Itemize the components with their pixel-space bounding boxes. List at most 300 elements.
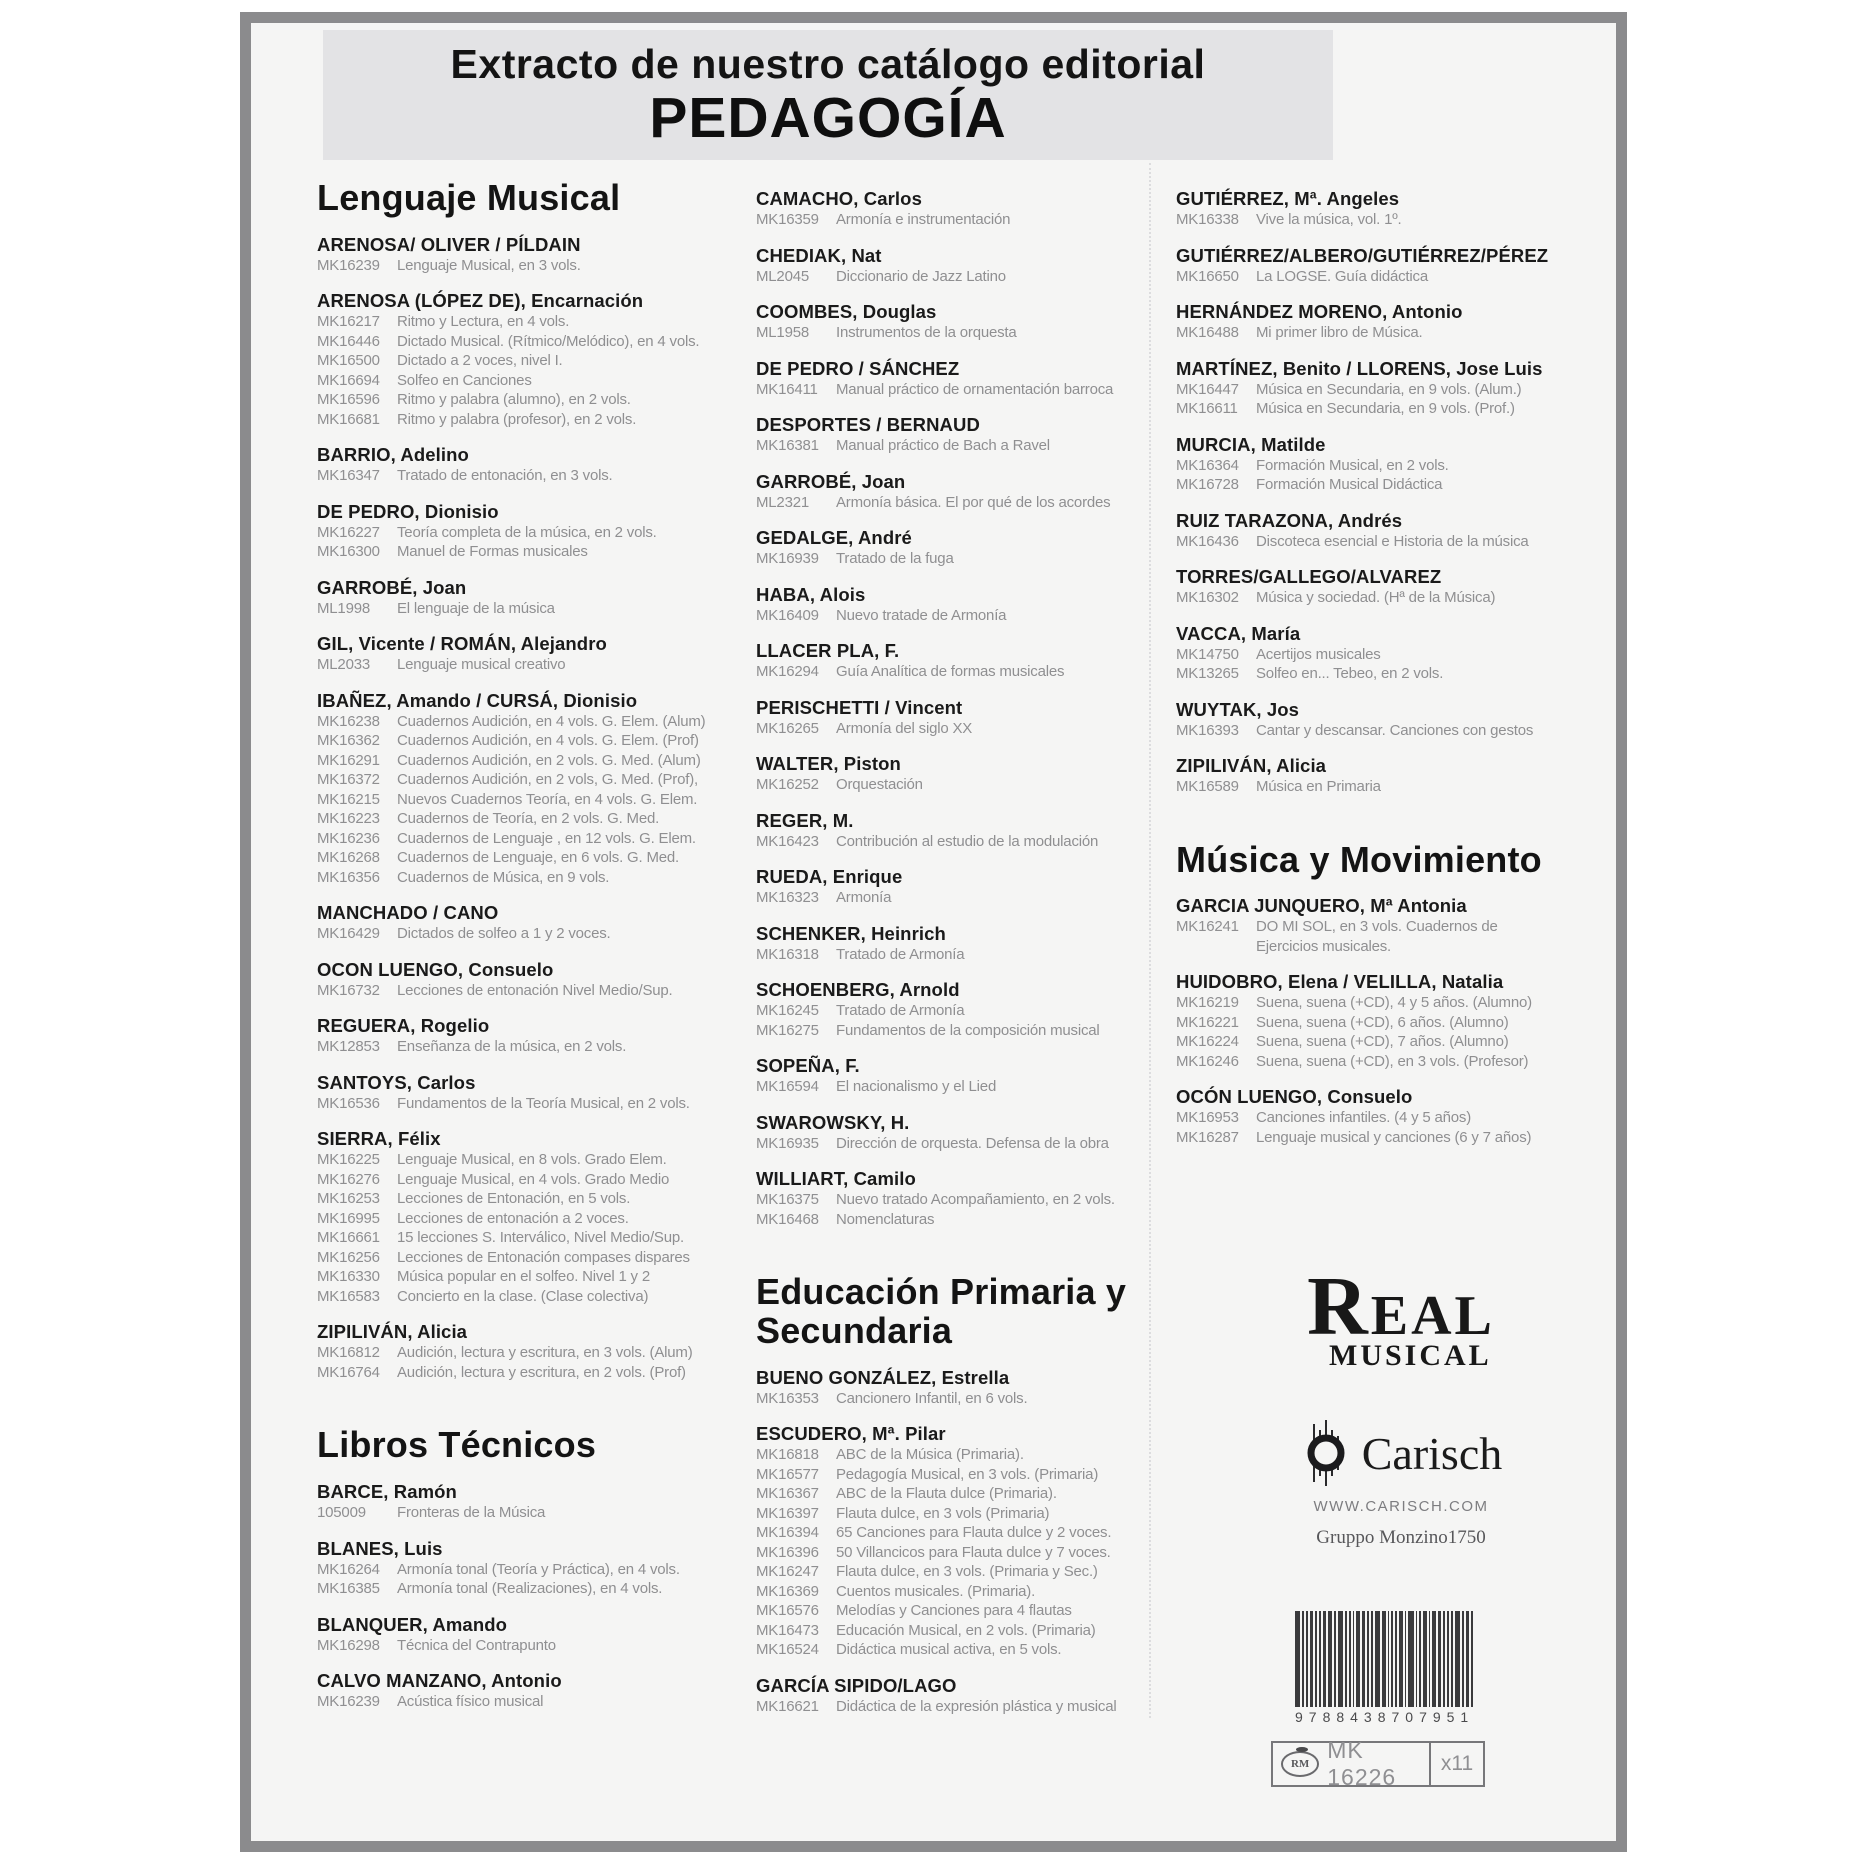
entry-code: MK12853	[317, 1038, 380, 1056]
entry-title: Ritmo y Lectura, en 4 vols.	[397, 313, 570, 331]
entry-code: MK16728	[1176, 476, 1239, 493]
entry-title: Tratado de entonación, en 3 vols.	[397, 467, 613, 485]
catalog-entry	[317, 809, 732, 829]
section-title: Lenguaje Musical	[317, 177, 621, 218]
catalog-entry	[317, 1248, 732, 1268]
author-heading: MARTÍNEZ, Benito / LLORENS, Jose Luis	[1176, 357, 1543, 379]
author-heading: DE PEDRO / SÁNCHEZ	[756, 357, 960, 379]
entry-code: ML1998	[317, 599, 371, 617]
entry-code: MK16583	[317, 1287, 380, 1305]
real-musical-wordmark-bottom: MUSICAL	[1329, 1339, 1492, 1372]
catalog-entry	[756, 1445, 1176, 1465]
entry-code: MK16362	[317, 732, 380, 750]
catalog-entry	[317, 312, 732, 332]
catalog-entry	[756, 775, 1176, 795]
entry-title: Cuadernos Audición, en 4 vols. G. Elem. (Prof)	[397, 732, 699, 750]
author-heading: BUENO GONZÁLEZ, Estrella	[756, 1366, 1010, 1388]
entry-title: Audición, lectura y escritura, en 2 vols. (Prof)	[397, 1363, 686, 1381]
entry-code: MK16500	[317, 352, 380, 370]
author-heading: TORRES/GALLEGO/ALVAREZ	[1176, 566, 1442, 587]
catalog-entry	[756, 945, 1176, 965]
section-title: Educación Primaria y Secundaria	[756, 1271, 1127, 1351]
entry-code: MK16241	[1176, 918, 1239, 936]
entry-title: Cuadernos de Teoría, en 2 vols. G. Med.	[397, 810, 660, 828]
entry-title: La LOGSE. Guía didáctica	[1256, 267, 1428, 285]
carisch-icon	[1300, 1418, 1352, 1488]
author-heading: GARCIA JUNQUERO, Mª Antonia	[1176, 895, 1467, 917]
author-heading: RUEDA, Enrique	[756, 866, 903, 887]
catalog-entry	[317, 868, 732, 888]
entry-title: Contribución al estudio de la modulación	[836, 832, 1099, 850]
catalog-entry	[756, 1562, 1176, 1582]
catalog-entry	[756, 323, 1176, 343]
catalog-entry	[317, 829, 732, 849]
entry-code: MK16411	[756, 380, 818, 398]
entry-title: Manual práctico de Bach a Ravel	[836, 437, 1050, 454]
author-heading: OCÓN LUENGO, Consuelo	[1176, 1086, 1413, 1108]
entry-code: MK16294	[756, 663, 819, 680]
author-heading: GARCÍA SIPIDO/LAGO	[756, 1674, 957, 1696]
entry-code: MK16995	[317, 1209, 380, 1227]
header-subtitle: Extracto de nuestro catálogo editorial	[450, 40, 1206, 87]
catalog-entry	[317, 256, 732, 276]
author-heading: CHEDIAK, Nat	[756, 244, 882, 266]
entry-title: Suena, suena (+CD), 7 años. (Alumno)	[1256, 1033, 1509, 1051]
catalog-entry	[317, 1343, 732, 1363]
catalog-entry	[317, 848, 732, 868]
entry-code: MK16276	[317, 1170, 380, 1188]
entry-title: Flauta dulce, en 3 vols (Primaria)	[836, 1504, 1050, 1522]
entry-title: Fronteras de la Música	[397, 1504, 546, 1522]
catalog-entry	[756, 1640, 1176, 1660]
author-heading: HUIDOBRO, Elena / VELILLA, Natalia	[1176, 971, 1504, 993]
entry-title: Música en Secundaria, en 9 vols. (Prof.)	[1256, 400, 1515, 417]
catalog-entry	[1176, 721, 1616, 741]
entry-code: MK16650	[1176, 267, 1239, 285]
entry-code: MK16536	[317, 1094, 380, 1112]
entry-code: MK16577	[756, 1465, 819, 1483]
header-box	[323, 30, 1333, 160]
entry-title: Cuadernos de Música, en 9 vols.	[397, 868, 610, 886]
catalog-entry	[756, 1077, 1176, 1097]
author-heading: SCHENKER, Heinrich	[756, 922, 946, 944]
catalog-entry	[317, 712, 732, 732]
real-musical-wordmark-top: REAL	[1307, 1260, 1495, 1353]
catalog-entry	[756, 1504, 1176, 1524]
author-heading: CALVO MANZANO, Antonio	[317, 1670, 562, 1692]
catalog-column-middle	[756, 173, 1176, 1716]
catalog-entry	[1176, 588, 1616, 608]
reference-code: MK 16226	[1327, 1737, 1397, 1790]
entry-code: MK16732	[317, 981, 380, 999]
author-heading: GIL, Vicente / ROMÁN, Alejandro	[317, 633, 607, 655]
catalog-entry	[317, 523, 732, 543]
entry-title: Enseñanza de la música, en 2 vols.	[397, 1038, 627, 1056]
author-heading: WALTER, Piston	[756, 753, 901, 774]
author-heading: ESCUDERO, Mª. Pilar	[756, 1423, 946, 1445]
entry-title: Música en Primaria	[1256, 778, 1381, 795]
entry-title: Cuadernos Audición, en 2 vols. G. Med. (Alum)	[397, 751, 701, 769]
reference-box	[1271, 1737, 1485, 1790]
catalog-entry	[1176, 267, 1616, 287]
entry-code: MK13265	[1176, 665, 1239, 682]
entry-title: Dirección de orquesta. Defensa de la obra	[836, 1134, 1109, 1152]
catalog-entry	[317, 751, 732, 771]
entry-title: Tratado de la fuga	[836, 550, 954, 567]
entry-code: MK16409	[756, 606, 819, 624]
entry-code: MK16524	[756, 1641, 819, 1659]
entry-code: MK16239	[317, 1693, 380, 1711]
entry-code: MK16446	[317, 332, 380, 350]
entry-title: Nuevos Cuadernos Teoría, en 4 vols. G. Elem.	[397, 790, 698, 808]
entry-code: MK16939	[756, 550, 819, 567]
entry-code: MK16265	[756, 719, 819, 737]
catalog-entry	[1176, 1032, 1616, 1052]
author-heading: GUTIÉRREZ/ALBERO/GUTIÉRREZ/PÉREZ	[1176, 244, 1549, 266]
entry-code: MK16576	[756, 1602, 819, 1620]
catalog-entry	[756, 1134, 1176, 1154]
entry-title: Guía Analítica de formas musicales	[836, 663, 1065, 680]
entry-code: MK16227	[317, 523, 380, 541]
catalog-entry	[756, 1523, 1176, 1543]
entry-title: Fundamentos de la Teoría Musical, en 2 vols.	[397, 1094, 690, 1112]
entry-title: Didáctica musical activa, en 5 vols.	[836, 1641, 1062, 1659]
reference-quantity: x11	[1440, 1752, 1474, 1775]
catalog-entry	[756, 719, 1176, 739]
entry-code: MK16393	[1176, 721, 1239, 739]
entry-title: Suena, suena (+CD), 4 y 5 años. (Alumno)	[1256, 994, 1532, 1012]
catalog-entry	[1176, 777, 1616, 797]
catalog-entry	[756, 267, 1176, 287]
catalog-entry	[317, 1503, 732, 1523]
author-heading: REGER, M.	[756, 809, 854, 831]
entry-code: MK16245	[756, 1002, 819, 1019]
author-heading: DE PEDRO, Dionisio	[317, 500, 499, 522]
entry-title: Didáctica de la expresión plástica y musical	[836, 1697, 1117, 1715]
catalog-entry	[1176, 1128, 1616, 1148]
entry-title: Lenguaje Musical, en 4 vols. Grado Medio	[397, 1170, 670, 1188]
entry-code: MK16473	[756, 1621, 819, 1639]
entry-code: MK16221	[1176, 1013, 1239, 1031]
entry-title: 65 Canciones para Flauta dulce y 2 voces.	[836, 1524, 1112, 1542]
entry-code: MK16385	[317, 1580, 380, 1598]
entry-code: MK14750	[1176, 645, 1239, 663]
catalog-page	[240, 12, 1627, 1852]
catalog-entry	[317, 390, 732, 410]
entry-title: Acertijos musicales	[1256, 645, 1381, 663]
entry-title: Formación Musical Didáctica	[1256, 476, 1443, 493]
entry-title: Técnica del Contrapunto	[397, 1636, 556, 1654]
entry-title: Vive la música, vol. 1º.	[1256, 211, 1402, 228]
catalog-entry	[317, 1579, 732, 1599]
entry-title: Ejercicios musicales.	[1256, 937, 1392, 955]
entry-code: MK16423	[756, 832, 819, 850]
entry-title: ABC de la Flauta dulce (Primaria).	[836, 1485, 1057, 1503]
author-heading: BLANES, Luis	[317, 1537, 443, 1559]
rm-logo-icon: RM	[1281, 1751, 1319, 1777]
catalog-entry	[317, 410, 732, 430]
entry-title: Armonía tonal (Teoría y Práctica), en 4 vols.	[397, 1560, 680, 1578]
entry-title: Pedagogía Musical, en 3 vols. (Primaria)	[836, 1465, 1099, 1483]
catalog-entry	[756, 1465, 1176, 1485]
entry-title: Diccionario de Jazz Latino	[836, 267, 1006, 285]
author-heading: REGUERA, Rogelio	[317, 1015, 490, 1037]
catalog-entry	[1176, 456, 1616, 476]
catalog-entry	[1176, 664, 1616, 684]
entry-code: MK16447	[1176, 380, 1239, 398]
catalog-entry	[317, 466, 732, 486]
catalog-entry	[317, 1287, 732, 1307]
entry-title: Melodías y Canciones para 4 flautas	[836, 1602, 1072, 1620]
catalog-entry	[1176, 399, 1616, 419]
barcode-number: 9788438707951	[1295, 1709, 1475, 1725]
catalog-entry	[317, 1209, 732, 1229]
author-heading: PERISCHETTI / Vincent	[756, 696, 963, 718]
entry-title: Fundamentos de la composición musical	[836, 1021, 1100, 1039]
catalog-entry	[1176, 1013, 1616, 1033]
entry-title: Nuevo tratado Acompañamiento, en 2 vols.	[836, 1191, 1115, 1208]
entry-title: Música popular en el solfeo. Nivel 1 y 2	[397, 1268, 650, 1286]
entry-code: MK16253	[317, 1190, 380, 1208]
entry-code: MK16256	[317, 1248, 380, 1266]
entry-title: Lenguaje Musical, en 8 vols. Grado Elem.	[397, 1151, 667, 1169]
entry-code: MK16291	[317, 751, 380, 769]
entry-title: Armonía del siglo XX	[836, 719, 973, 737]
catalog-entry	[1176, 210, 1616, 230]
catalog-entry	[317, 655, 732, 675]
entry-title: Dictados de solfeo a 1 y 2 voces.	[397, 925, 611, 943]
catalog-entry	[1176, 937, 1616, 957]
author-heading: ZIPILIVÁN, Alicia	[1176, 755, 1327, 776]
author-heading: COOMBES, Douglas	[756, 301, 937, 322]
entry-title: Lenguaje musical creativo	[397, 656, 566, 674]
entry-title: Manuel de Formas musicales	[397, 543, 588, 561]
catalog-entry	[317, 1636, 732, 1656]
author-heading: SANTOYS, Carlos	[317, 1071, 476, 1093]
entry-code: MK16394	[756, 1524, 819, 1542]
entry-title: Armonía	[836, 889, 892, 906]
author-heading: ARENOSA (LÓPEZ DE), Encarnación	[317, 290, 644, 312]
carisch-website: WWW.CARISCH.COM	[1313, 1498, 1489, 1515]
catalog-entry	[756, 1210, 1176, 1230]
barcode	[1295, 1611, 1475, 1725]
entry-code: MK16397	[756, 1504, 819, 1522]
carisch-group-line: Gruppo Monzino1750	[1316, 1527, 1486, 1548]
author-heading: SWAROWSKY, H.	[756, 1111, 910, 1133]
catalog-entry	[756, 1543, 1176, 1563]
entry-title: Lecciones de Entonación compases dispares	[397, 1248, 690, 1266]
catalog-entry	[317, 1228, 732, 1248]
entry-title: Lecciones de Entonación, en 5 vols.	[397, 1190, 631, 1208]
entry-title: Suena, suena (+CD), en 3 vols. (Profesor)	[1256, 1052, 1529, 1070]
catalog-entry	[317, 770, 732, 790]
catalog-column-right	[1176, 173, 1616, 1147]
section-title: Libros Técnicos	[317, 1424, 597, 1466]
author-heading: WUYTAK, Jos	[1176, 698, 1300, 720]
entry-code: MK16468	[756, 1210, 819, 1228]
entry-code: MK16236	[317, 829, 380, 847]
entry-title: Flauta dulce, en 3 vols. (Primaria y Sec.)	[836, 1563, 1098, 1581]
entry-code: ML2045	[756, 267, 810, 285]
entry-title: 15 lecciones S. Interválico, Nivel Medio/Sup.	[397, 1229, 684, 1247]
author-heading: SCHOENBERG, Arnold	[756, 979, 960, 1000]
catalog-entry	[317, 332, 732, 352]
catalog-entry	[1176, 475, 1616, 495]
entry-title: Tratado de Armonía	[836, 1002, 965, 1019]
entry-code: MK16818	[756, 1446, 819, 1464]
entry-code: MK16217	[317, 313, 380, 331]
catalog-entry	[317, 1037, 732, 1057]
author-heading: OCON LUENGO, Consuelo	[317, 958, 554, 980]
entry-title: Lenguaje musical y canciones (6 y 7 años)	[1256, 1128, 1532, 1146]
entry-title: Educación Musical, en 2 vols. (Primaria)	[836, 1621, 1096, 1639]
entry-code: MK16953	[1176, 1109, 1239, 1127]
entry-title: Nomenclaturas	[836, 1210, 935, 1228]
catalog-column-left	[317, 173, 732, 1712]
entry-title: Música en Secundaria, en 9 vols. (Alum.)	[1256, 380, 1522, 398]
entry-code: MK16611	[1176, 400, 1238, 417]
entry-title: Cuentos musicales. (Primaria).	[836, 1582, 1036, 1600]
entry-code: MK16589	[1176, 778, 1239, 795]
entry-code: MK16372	[317, 771, 380, 789]
author-heading: BARCE, Ramón	[317, 1481, 457, 1503]
catalog-entry	[317, 981, 732, 1001]
entry-title: Cuadernos de Lenguaje , en 12 vols. G. Elem.	[397, 829, 696, 847]
entry-code: MK16224	[1176, 1033, 1239, 1051]
catalog-entry	[756, 1601, 1176, 1621]
entry-title: DO MI SOL, en 3 vols. Cuadernos de	[1256, 918, 1498, 936]
section-title: Música y Movimiento	[1176, 838, 1542, 880]
entry-title: Ritmo y palabra (alumno), en 2 vols.	[397, 391, 631, 409]
entry-code: MK16935	[756, 1134, 819, 1152]
catalog-entry	[1176, 1052, 1616, 1072]
catalog-entry	[756, 662, 1176, 682]
author-heading: BARRIO, Adelino	[317, 444, 469, 466]
entry-title: Armonía e instrumentación	[836, 211, 1011, 228]
catalog-entry	[756, 1021, 1176, 1041]
entry-title: Solfeo en... Tebeo, en 2 vols.	[1256, 665, 1444, 682]
author-heading: GARROBÉ, Joan	[756, 470, 906, 492]
entry-code: 105009	[317, 1504, 366, 1522]
entry-code: MK16353	[756, 1389, 819, 1407]
entry-code: MK16246	[1176, 1052, 1239, 1070]
author-heading: MURCIA, Matilde	[1176, 433, 1326, 455]
entry-code: MK16764	[317, 1363, 380, 1381]
catalog-entry	[756, 1697, 1176, 1717]
author-heading: ZIPILIVÁN, Alicia	[317, 1321, 468, 1343]
entry-title: Cuadernos de Lenguaje, en 6 vols. G. Med.	[397, 849, 679, 867]
author-heading: WILLIART, Camilo	[756, 1168, 916, 1189]
catalog-entry	[756, 1389, 1176, 1409]
catalog-entry	[317, 1189, 732, 1209]
real-musical-logo	[1251, 1260, 1551, 1372]
entry-title: Concierto en la clase. (Clase colectiva)	[397, 1287, 649, 1305]
author-heading: GEDALGE, André	[756, 527, 912, 548]
catalog-entry	[1176, 1108, 1616, 1128]
entry-code: MK16359	[756, 211, 819, 228]
entry-title: Audición, lectura y escritura, en 3 vols. (Alum)	[397, 1344, 693, 1362]
catalog-entry	[756, 606, 1176, 626]
author-heading: MANCHADO / CANO	[317, 902, 499, 924]
catalog-entry	[1176, 993, 1616, 1013]
author-heading: ARENOSA/ OLIVER / PÍLDAIN	[317, 233, 581, 255]
entry-code: MK16252	[756, 776, 819, 793]
catalog-entry	[317, 1170, 732, 1190]
catalog-entry	[756, 549, 1176, 569]
catalog-entry	[1176, 323, 1616, 343]
entry-code: MK16225	[317, 1151, 380, 1169]
entry-code: MK16215	[317, 790, 380, 808]
catalog-entry	[317, 1692, 732, 1712]
entry-code: MK16661	[317, 1229, 380, 1247]
entry-code: MK16594	[756, 1078, 819, 1095]
entry-code: MK16275	[756, 1021, 819, 1039]
catalog-entry	[317, 924, 732, 944]
entry-title: Dictado a 2 voces, nivel I.	[397, 352, 563, 370]
entry-code: MK16681	[317, 410, 380, 428]
entry-title: Armonía tonal (Realizaciones), en 4 vols.	[397, 1580, 663, 1598]
entry-title: Formación Musical, en 2 vols.	[1256, 456, 1449, 474]
entry-code: MK16375	[756, 1191, 819, 1208]
author-heading: IBAÑEZ, Amando / CURSÁ, Dionisio	[317, 689, 638, 711]
entry-title: El nacionalismo y el Lied	[836, 1078, 997, 1095]
entry-code: MK16323	[756, 889, 819, 906]
author-heading: CAMACHO, Carlos	[756, 188, 922, 209]
entry-title: Mi primer libro de Música.	[1256, 324, 1423, 341]
entry-code: MK16356	[317, 868, 380, 886]
entry-title: ABC de la Música (Primaria).	[836, 1446, 1024, 1464]
entry-code: MK16596	[317, 391, 380, 409]
catalog-entry	[1176, 380, 1616, 400]
carisch-logo	[1236, 1418, 1566, 1549]
entry-code: MK16694	[317, 371, 380, 389]
entry-title: Acústica físico musical	[397, 1693, 544, 1711]
author-heading: LLACER PLA, F.	[756, 640, 900, 661]
entry-code: ML1958	[756, 324, 810, 341]
entry-title: Teoría completa de la música, en 2 vols.	[397, 523, 657, 541]
catalog-entry	[317, 542, 732, 562]
catalog-entry	[756, 888, 1176, 908]
entry-title: Canciones infantiles. (4 y 5 años)	[1256, 1109, 1471, 1127]
entry-title: Música y sociedad. (Hª de la Música)	[1256, 589, 1496, 606]
entry-title: Cancionero Infantil, en 6 vols.	[836, 1389, 1028, 1407]
entry-code: MK16436	[1176, 532, 1239, 550]
page-title: PEDAGOGÍA	[649, 85, 1007, 150]
entry-code: MK16396	[756, 1543, 819, 1561]
entry-code: MK16369	[756, 1582, 819, 1600]
entry-title: Tratado de Armonía	[836, 945, 965, 963]
catalog-entry	[317, 790, 732, 810]
author-heading: GARROBÉ, Joan	[317, 576, 467, 598]
entry-code: MK16429	[317, 925, 380, 943]
barcode-bars	[1295, 1611, 1475, 1707]
catalog-entry	[317, 351, 732, 371]
entry-code: MK16223	[317, 810, 380, 828]
entry-code: MK16247	[756, 1563, 819, 1581]
entry-title: Dictado Musical. (Rítmico/Melódico), en 4 vols.	[397, 332, 700, 350]
entry-code: MK16381	[756, 437, 819, 454]
catalog-entry	[756, 380, 1176, 400]
author-heading: VACCA, María	[1176, 622, 1301, 644]
author-heading: RUIZ TARAZONA, Andrés	[1176, 509, 1403, 531]
catalog-entry	[317, 599, 732, 619]
author-heading: GUTIÉRREZ, Mª. Angeles	[1176, 188, 1400, 209]
entry-title: Lenguaje Musical, en 3 vols.	[397, 256, 581, 274]
entry-code: MK16330	[317, 1268, 380, 1286]
entry-code: MK16812	[317, 1344, 380, 1362]
entry-title: Discoteca esencial e Historia de la música	[1256, 532, 1529, 550]
entry-title: Lecciones de entonación a 2 voces.	[397, 1209, 629, 1227]
